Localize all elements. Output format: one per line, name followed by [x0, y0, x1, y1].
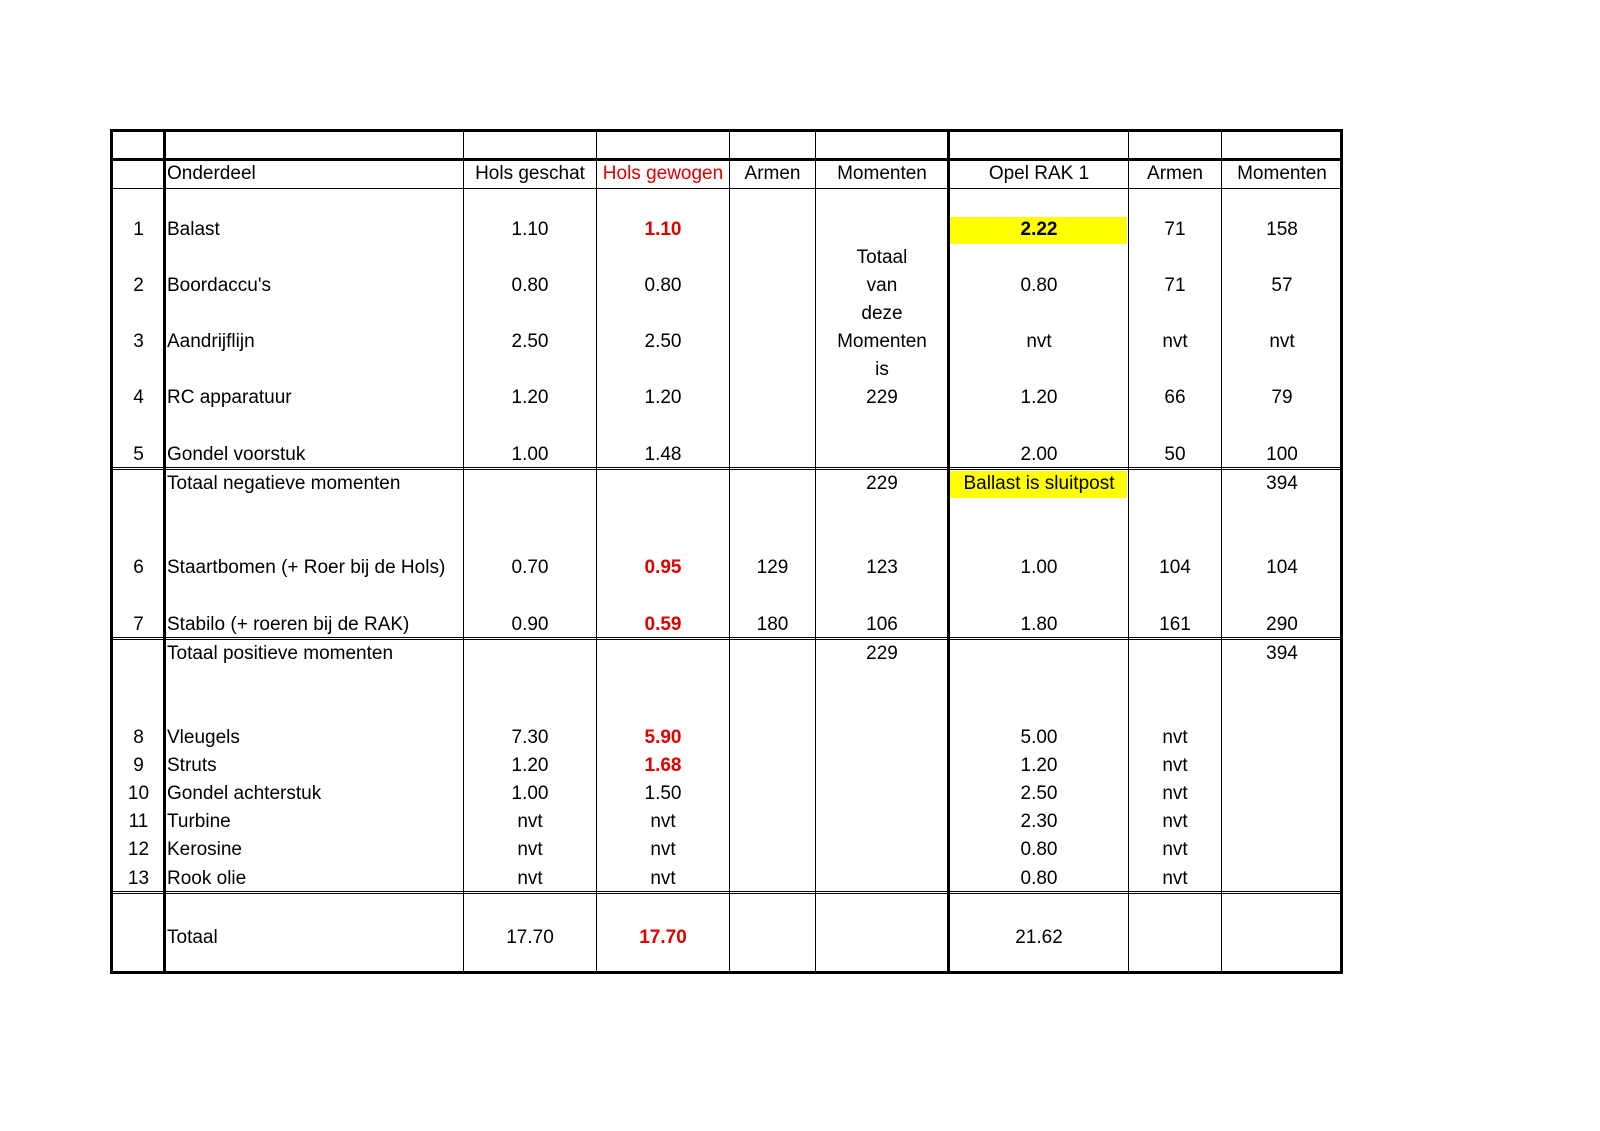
row-opel-rak: nvt	[1026, 331, 1052, 352]
row-onderdeel: Struts	[167, 755, 217, 776]
row-rak-momenten: 57	[1271, 275, 1293, 296]
row-hols-geschat: 0.70	[511, 557, 549, 578]
row-rak-armen: nvt	[1162, 727, 1188, 748]
row-hols-gewogen: 0.95	[644, 557, 682, 578]
row-rak-momenten: nvt	[1269, 331, 1295, 352]
row-momenten: 229	[866, 387, 898, 408]
row-number: 2	[133, 275, 144, 296]
row-armen: 180	[756, 614, 789, 635]
row-hols-geschat: 1.20	[511, 755, 549, 776]
row-rak-armen: nvt	[1162, 811, 1188, 832]
row-rak-armen: nvt	[1162, 331, 1188, 352]
grand-total-label: Totaal	[167, 927, 218, 948]
row-number: 8	[133, 727, 144, 748]
momenten-note-line: Totaal	[856, 247, 908, 268]
row-onderdeel: Balast	[167, 219, 220, 240]
row-onderdeel: Gondel achterstuk	[167, 783, 322, 804]
row-hols-gewogen: 1.48	[644, 444, 682, 465]
row-onderdeel: Stabilo (+ roeren bij de RAK)	[167, 614, 410, 635]
row-number: 7	[133, 614, 144, 635]
row-hols-geschat: 1.00	[511, 444, 549, 465]
row-number: 11	[128, 811, 149, 832]
row-number: 12	[127, 839, 150, 860]
row-onderdeel: Aandrijflijn	[167, 331, 255, 352]
row-onderdeel: Vleugels	[167, 727, 240, 748]
row-opel-rak: 2.22	[1020, 219, 1058, 240]
momenten-note-line: deze	[861, 303, 903, 324]
row-momenten: 123	[866, 557, 898, 578]
row-number: 4	[133, 387, 144, 408]
row-opel-rak: 1.00	[1020, 557, 1058, 578]
row-rak-momenten: 100	[1266, 444, 1298, 465]
row-hols-gewogen: 0.59	[644, 614, 682, 635]
row-rak-momenten: 104	[1266, 557, 1298, 578]
row-opel-rak: 1.20	[1020, 755, 1058, 776]
row-rak-armen: 66	[1164, 387, 1186, 408]
row-onderdeel: Rook olie	[167, 868, 247, 889]
row-opel-rak: 0.80	[1020, 868, 1058, 889]
row-rak-armen: 104	[1159, 557, 1191, 578]
row-rak-armen: nvt	[1162, 839, 1188, 860]
header-armen: Armen	[744, 163, 801, 184]
row-hols-geschat: 7.30	[511, 727, 549, 748]
pos-total-momenten: 229	[866, 643, 898, 664]
row-hols-geschat: 0.90	[511, 614, 549, 635]
grand-total-geschat: 17.70	[506, 927, 554, 948]
header-onderdeel: Onderdeel	[167, 163, 256, 184]
momenten-note-line: is	[875, 359, 889, 380]
row-momenten: 106	[866, 614, 898, 635]
header-momenten-rak: Momenten	[1237, 163, 1327, 184]
row-hols-gewogen: 1.20	[644, 387, 682, 408]
header-momenten: Momenten	[837, 163, 927, 184]
row-hols-geschat: nvt	[517, 868, 543, 889]
header-armen-rak: Armen	[1147, 163, 1203, 184]
row-number: 9	[133, 755, 144, 776]
neg-total-momenten: 229	[866, 473, 898, 494]
row-opel-rak: 1.20	[1020, 387, 1058, 408]
row-hols-geschat: 2.50	[511, 331, 549, 352]
row-rak-armen: 71	[1164, 219, 1186, 240]
row-onderdeel: Kerosine	[167, 839, 242, 860]
neg-total-rak-momenten: 394	[1266, 473, 1298, 494]
grand-total-gewogen: 17.70	[639, 927, 687, 948]
grand-total-rak: 21.62	[1015, 927, 1063, 948]
row-number: 1	[133, 219, 144, 240]
row-opel-rak: 2.00	[1020, 444, 1058, 465]
momenten-note-line: van	[866, 275, 898, 296]
row-hols-geschat: nvt	[517, 839, 543, 860]
header-opel-rak: Opel RAK 1	[988, 163, 1090, 184]
weight-balance-table	[110, 129, 1343, 974]
grid-line	[113, 158, 1340, 161]
neg-total-label: Totaal negatieve momenten	[167, 473, 401, 494]
row-opel-rak: 2.50	[1020, 783, 1058, 804]
row-armen: 129	[756, 557, 789, 578]
row-hols-gewogen: 1.50	[644, 783, 682, 804]
row-onderdeel: Gondel voorstuk	[167, 444, 306, 465]
row-onderdeel: Staartbomen (+ Roer bij de Hols)	[167, 557, 446, 578]
row-hols-geschat: 0.80	[511, 275, 549, 296]
momenten-note-line: Momenten	[837, 331, 927, 352]
row-rak-armen: 71	[1164, 275, 1186, 296]
row-onderdeel: Turbine	[167, 811, 231, 832]
row-hols-gewogen: 5.90	[644, 727, 682, 748]
row-hols-geschat: nvt	[517, 811, 543, 832]
row-rak-armen: nvt	[1162, 783, 1188, 804]
pos-total-label: Totaal positieve momenten	[167, 643, 394, 664]
header-hols-gewogen: Hols gewogen	[602, 163, 724, 184]
row-hols-geschat: 1.00	[511, 783, 549, 804]
row-number: 6	[133, 557, 144, 578]
row-hols-geschat: 1.20	[511, 387, 549, 408]
pos-total-rak-momenten: 394	[1266, 643, 1298, 664]
grid-line	[113, 188, 1340, 189]
row-rak-momenten: 290	[1266, 614, 1298, 635]
row-opel-rak: 0.80	[1020, 839, 1058, 860]
row-rak-armen: nvt	[1162, 868, 1188, 889]
row-onderdeel: Boordaccu's	[167, 275, 271, 296]
grid-line	[1221, 132, 1222, 971]
row-hols-gewogen: 0.80	[644, 275, 682, 296]
sluitpost-note: Ballast is sluitpost	[963, 473, 1115, 494]
row-hols-gewogen: 1.68	[644, 755, 682, 776]
row-rak-armen: nvt	[1162, 755, 1188, 776]
row-hols-gewogen: nvt	[650, 811, 676, 832]
row-opel-rak: 2.30	[1020, 811, 1058, 832]
row-hols-gewogen: nvt	[650, 868, 676, 889]
row-onderdeel: RC apparatuur	[167, 387, 292, 408]
row-hols-gewogen: 1.10	[644, 219, 682, 240]
row-number: 3	[133, 331, 144, 352]
row-number: 5	[133, 444, 144, 465]
row-number: 10	[127, 783, 150, 804]
row-opel-rak: 1.80	[1020, 614, 1058, 635]
row-opel-rak: 0.80	[1020, 275, 1058, 296]
row-rak-momenten: 79	[1271, 387, 1293, 408]
row-rak-momenten: 158	[1266, 219, 1298, 240]
grid-line	[113, 637, 1340, 640]
row-hols-gewogen: nvt	[650, 839, 676, 860]
grid-line	[729, 132, 730, 971]
row-rak-armen: 50	[1164, 444, 1186, 465]
row-rak-armen: 161	[1159, 614, 1191, 635]
grid-line	[113, 891, 1340, 894]
row-number: 13	[127, 868, 150, 889]
row-hols-gewogen: 2.50	[644, 331, 682, 352]
grid-line	[113, 467, 1340, 470]
header-hols-geschat: Hols geschat	[475, 163, 585, 184]
row-opel-rak: 5.00	[1020, 727, 1058, 748]
row-hols-geschat: 1.10	[511, 219, 549, 240]
